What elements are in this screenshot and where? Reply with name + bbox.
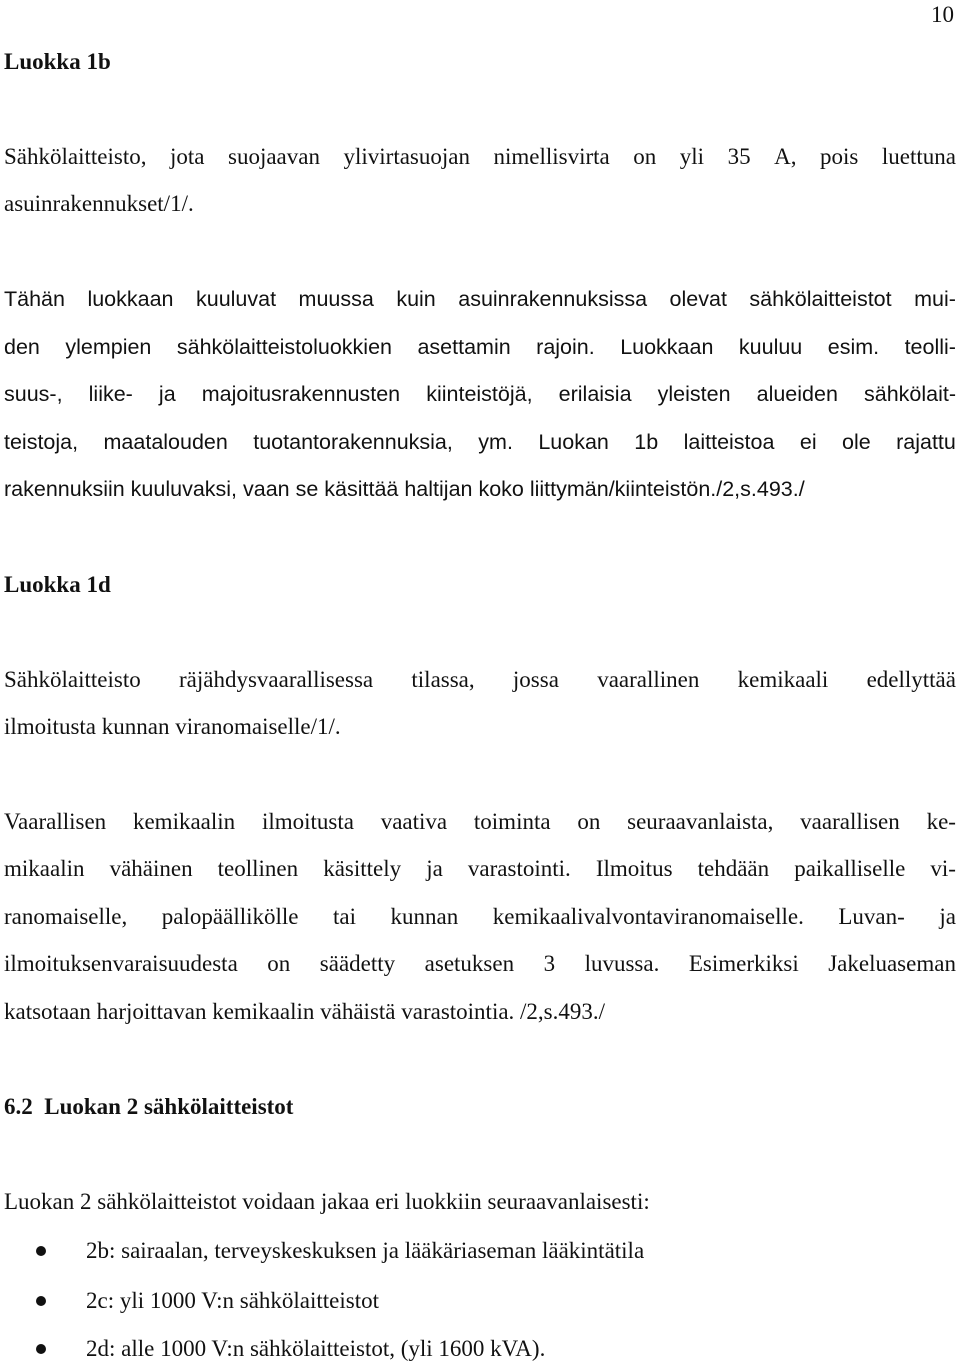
word: den xyxy=(4,335,40,359)
word: ole xyxy=(842,430,871,454)
bullet-icon xyxy=(36,1246,46,1256)
word: nimellisvirta xyxy=(493,144,610,169)
word: vaativa xyxy=(380,809,448,834)
para-1b-1-line-2: asuinrakennukset/1/. xyxy=(4,191,194,216)
word: laitteistoa xyxy=(683,430,775,454)
para-1d-2-line-4 xyxy=(4,950,956,978)
word: ilmoitusta xyxy=(261,809,354,834)
word: teollinen xyxy=(217,856,299,881)
page-number: 10 xyxy=(931,2,954,27)
intro-6-2: Luokan 2 sähkölaitteistot voidaan jakaa eri luokkiin seuraavanlaisesti: xyxy=(4,1189,650,1214)
heading-6-2: 6.2 Luokan 2 sähkölaitteistot xyxy=(4,1094,294,1119)
para-1d-2-line-5: katsotaan harjoittavan kemikaalin vähäistä varastointia. /2,s.493./ xyxy=(4,999,606,1024)
word: on xyxy=(267,951,291,976)
word: rajattu xyxy=(896,430,956,454)
word: mikaalin xyxy=(4,856,85,881)
word: säädetty xyxy=(319,951,396,976)
word: kuin xyxy=(396,287,436,311)
word: kiinteistöjä, xyxy=(426,382,533,406)
word: on xyxy=(577,809,601,834)
word: Sähkölaitteisto xyxy=(4,667,141,692)
word: ja xyxy=(158,382,176,406)
para-1d-2-line-3 xyxy=(4,903,956,931)
word: luvussa. xyxy=(584,951,660,976)
word: ilmoituksenvaraisuudesta xyxy=(4,951,238,976)
para-1b-2-line-5: rakennuksiin kuuluvaksi, vaan se käsittää haltijan koko liittymän/kiinteistön./2,s.493./ xyxy=(4,477,805,501)
word: tehdään xyxy=(697,856,770,881)
word: kuuluu xyxy=(738,335,803,359)
word: kuuluvat xyxy=(195,287,277,311)
word: pois xyxy=(819,144,859,169)
para-1d-1-line-2: ilmoitusta kunnan viranomaiselle/1/. xyxy=(4,714,341,739)
para-1b-2-line-3 xyxy=(4,380,956,408)
word: palopäällikölle xyxy=(161,904,299,929)
word: tai xyxy=(333,904,357,929)
word: Luvan- xyxy=(838,904,905,929)
word: jota xyxy=(169,144,205,169)
para-1d-2-line-2 xyxy=(4,855,956,883)
word: asetuksen xyxy=(424,951,515,976)
word: olevat xyxy=(669,287,727,311)
word: ja xyxy=(939,904,956,929)
word: vi- xyxy=(930,856,956,881)
word: 1b xyxy=(634,430,659,454)
word: yleisten xyxy=(657,382,731,406)
word: käsittely xyxy=(323,856,402,881)
word: sähkölait- xyxy=(863,382,956,406)
word: Tähän xyxy=(4,287,65,311)
word: vähäinen xyxy=(109,856,193,881)
word: varastointi. xyxy=(467,856,571,881)
list-item: 2d: alle 1000 V:n sähkölaitteistot, (yli 1600 kVA). xyxy=(86,1336,546,1361)
word: sähkölaitteistot xyxy=(749,287,892,311)
word: rajoin. xyxy=(536,335,595,359)
word: Sähkölaitteisto, xyxy=(4,144,147,169)
word: toiminta xyxy=(473,809,551,834)
word: kemikaalivalvontaviranomaiselle. xyxy=(492,904,804,929)
word: 3 xyxy=(543,951,556,976)
word: räjähdysvaarallisessa xyxy=(178,667,374,692)
word: erilaisia xyxy=(558,382,632,406)
list-item: 2b: sairaalan, terveyskeskuksen ja lääkäriaseman lääkintätila xyxy=(86,1238,645,1263)
word: vaarallisen xyxy=(800,809,900,834)
word: ei xyxy=(799,430,817,454)
word: majoitusrakennusten xyxy=(201,382,401,406)
word: seuraavanlaista, xyxy=(627,809,774,834)
word: ja xyxy=(426,856,443,881)
word: alueiden xyxy=(756,382,838,406)
word: mui- xyxy=(914,287,956,311)
word: maatalouden xyxy=(103,430,228,454)
para-1d-1-line-1 xyxy=(4,666,956,694)
word: Ilmoitus xyxy=(595,856,673,881)
word: Vaarallisen xyxy=(4,809,107,834)
word: esim. xyxy=(827,335,880,359)
para-1b-1-line-1 xyxy=(4,143,956,171)
word: kunnan xyxy=(390,904,459,929)
word: teistoja, xyxy=(4,430,79,454)
word: muussa xyxy=(298,287,374,311)
word: tuotantorakennuksia, xyxy=(253,430,453,454)
word: ke- xyxy=(926,809,956,834)
word: suojaavan xyxy=(228,144,320,169)
word: paikalliselle xyxy=(794,856,906,881)
word: sähkölaitteistoluokkien xyxy=(176,335,392,359)
word: luettuna xyxy=(881,144,956,169)
word: jossa xyxy=(512,667,559,692)
word: A, xyxy=(774,144,797,169)
word: kemikaali xyxy=(737,667,829,692)
word: 35 xyxy=(727,144,751,169)
word: edellyttää xyxy=(866,667,956,692)
para-1b-2-line-4 xyxy=(4,428,956,456)
heading-luokka-1d: Luokka 1d xyxy=(4,572,111,597)
word: suus-, xyxy=(4,382,63,406)
word: on xyxy=(633,144,657,169)
bullet-icon xyxy=(36,1296,46,1306)
para-1b-2-line-1 xyxy=(4,285,956,313)
bullet-icon xyxy=(36,1344,46,1354)
word: Jakeluaseman xyxy=(828,951,956,976)
word: ym. xyxy=(478,430,513,454)
para-1d-2-line-1 xyxy=(4,808,956,836)
word: ranomaiselle, xyxy=(4,904,128,929)
word: Luokkaan xyxy=(620,335,714,359)
word: ylempien xyxy=(65,335,152,359)
word: kemikaalin xyxy=(132,809,236,834)
word: teolli- xyxy=(904,335,956,359)
word: Esimerkiksi xyxy=(688,951,799,976)
word: luokkaan xyxy=(87,287,174,311)
para-1b-2-line-2 xyxy=(4,333,956,361)
word: ylivirtasuojan xyxy=(343,144,470,169)
word: asuinrakennuksissa xyxy=(458,287,648,311)
word: tilassa, xyxy=(411,667,475,692)
word: liike- xyxy=(88,382,133,406)
list-item: 2c: yli 1000 V:n sähkölaitteistot xyxy=(86,1288,380,1313)
word: asettamin xyxy=(417,335,511,359)
word: yli xyxy=(679,144,705,169)
heading-luokka-1b: Luokka 1b xyxy=(4,49,111,74)
word: vaarallinen xyxy=(597,667,700,692)
word: Luokan xyxy=(538,430,609,454)
